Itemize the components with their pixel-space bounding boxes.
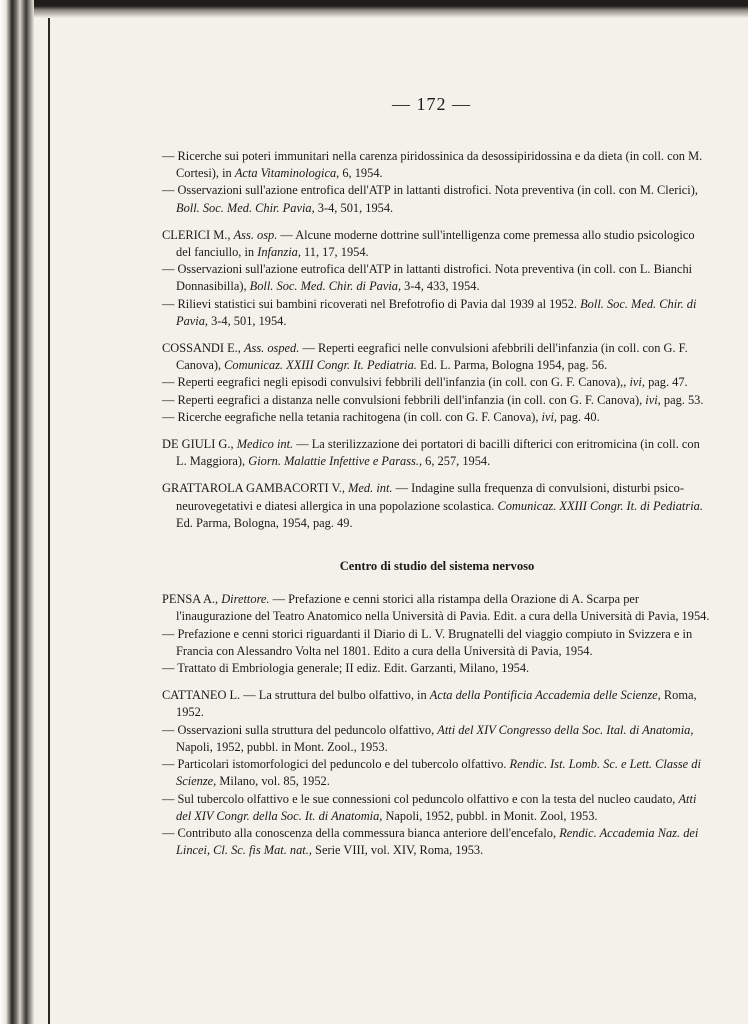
- citation-source: Boll. Soc. Med. Chir. di Pavia,: [249, 279, 402, 294]
- citation-details: 6, 257, 1954.: [422, 454, 491, 469]
- citation-role: Direttore.: [221, 592, 270, 607]
- citation-text: — Osservazioni sull'azione eutrofica dell'ATP in lattanti distrofici. Nota preventiva (in coll. con L. Bianchi Donnasibilla),: [162, 262, 693, 294]
- section-heading: Centro di studio del sistema nervoso: [339, 559, 535, 574]
- citation-text: — Osservazioni sull'azione entrofica dell'ATP in lattanti distrofici. Nota preventiva (in coll. con M. Clerici),: [162, 183, 698, 198]
- citation-source: Atti del XIV Congr. della Soc. It. di Anatomia,: [176, 791, 697, 823]
- citation-details: Serie VIII, vol. XIV, Roma, 1953.: [311, 843, 484, 858]
- citation-role: Medico int.: [236, 437, 294, 452]
- citation-entry: [162, 296, 712, 330]
- citation-source: Rendic. Ist. Lomb. Sc. e Lett. Classe di Scienze,: [176, 757, 701, 789]
- citation-details: Milano, vol. 85, 1952.: [216, 774, 330, 789]
- citation-details: 3-4, 433, 1954.: [401, 279, 480, 294]
- citation-text: — Prefazione e cenni storici alla ristampa della Orazione di A. Scarpa per l'inaugurazione del Teatro Anatomico nella Università di Pavia. Edit. a cura della Università di Pavia, 1954.: [176, 592, 710, 624]
- citation-author: CATTANEO L.: [162, 688, 241, 703]
- bibliography-groups-top: [162, 148, 712, 532]
- citation-role: Ass. osp.: [233, 227, 278, 242]
- citation-text: — Indagine sulla frequenza di convulsioni, disturbi psico-neurovegetativi e diatesi allergica in una popolazione scolastica.: [176, 481, 684, 513]
- citation-source: Comunicaz. XXIII Congr. It. Pediatria.: [224, 358, 417, 373]
- citation-group: [162, 227, 712, 330]
- citation-group: [162, 687, 712, 859]
- citation-text: — La struttura del bulbo olfattivo, in: [240, 688, 430, 703]
- citation-text: — Particolari istomorfologici del peduncolo e del tubercolo olfattivo.: [162, 757, 510, 772]
- citation-details: Roma, 1952.: [176, 688, 697, 720]
- citation-details: 6, 1954.: [339, 166, 383, 181]
- citation-entry: [162, 409, 712, 426]
- top-edge-shadow: [34, 0, 748, 18]
- page-edge-line: [48, 0, 50, 1024]
- citation-details: 11, 17, 1954.: [300, 245, 369, 260]
- citation-details: Ed. Parma, Bologna, 1954, pag. 49.: [176, 515, 353, 530]
- citation-author: GRATTAROLA GAMBACORTI V.,: [162, 481, 345, 496]
- citation-source: Acta della Pontificia Accademia delle Scienze,: [429, 688, 661, 703]
- citation-source: Giorn. Malattie Infettive e Parass.,: [248, 454, 423, 469]
- bibliography-content: [162, 148, 712, 869]
- citation-group: [162, 436, 712, 470]
- citation-entry: [162, 591, 712, 625]
- citation-details: Napoli, 1952, pubbl. in Monit. Zool, 1953.: [382, 808, 598, 823]
- citation-text: — Rilievi statistici sui bambini ricoverati nel Brefotrofio di Pavia dal 1939 al 1952.: [162, 296, 581, 311]
- citation-text: — Alcune moderne dottrine sull'intelligenza come premessa allo studio psicologico del fanciullo, in: [176, 227, 695, 260]
- citation-source: Boll. Soc. Med. Chir. Pavia,: [176, 200, 315, 215]
- citation-entry: [162, 687, 712, 721]
- citation-entry: [162, 660, 712, 677]
- citation-entry: [162, 626, 712, 660]
- citation-details: pag. 40.: [557, 409, 600, 424]
- citation-author: DE GIULI G.,: [162, 437, 234, 452]
- citation-entry: [162, 261, 712, 295]
- citation-entry: [162, 182, 712, 216]
- citation-details: Napoli, 1952, pubbl. in Mont. Zool., 1953.: [176, 739, 388, 754]
- citation-details: pag. 47.: [644, 375, 688, 390]
- citation-entry: [162, 340, 712, 374]
- book-spine-shadow: [0, 0, 34, 1024]
- citation-entry: [162, 148, 712, 182]
- citation-group: [162, 480, 712, 532]
- citation-author: COSSANDI E.,: [162, 341, 241, 356]
- citation-group: [162, 591, 712, 677]
- citation-text: — Contributo alla conoscenza della commessura bianca anteriore dell'encefalo,: [162, 825, 560, 840]
- citation-entry: [162, 825, 712, 859]
- citation-entry: [162, 227, 712, 261]
- citation-entry: [162, 436, 712, 470]
- citation-author: CLERICI M.,: [162, 227, 231, 242]
- citation-source: ivi,: [541, 409, 557, 424]
- citation-text: — La sterilizzazione dei portatori di bacilli difterici con eritromicina (in coll. con L. Maggiora),: [176, 437, 700, 469]
- citation-text: — Reperti eegrafici nelle convulsioni afebbrili dell'infanzia (in coll. con G. F. Canova),: [176, 341, 688, 373]
- citation-text: — Prefazione e cenni storici riguardanti il Diario di L. V. Brugnatelli del viaggio compiuto in Svizzera e in Francia con Alessandro Volta nel 1801. Edito a cura della Università di Pavia, 1954.: [162, 626, 693, 658]
- citation-entry: [162, 480, 712, 532]
- citation-details: Ed. L. Parma, Bologna 1954, pag. 56.: [416, 358, 608, 373]
- citation-entry: [162, 392, 712, 409]
- citation-entry: [162, 756, 712, 790]
- bibliography-groups-bottom: [162, 591, 712, 859]
- citation-source: ivi,: [629, 375, 645, 390]
- citation-details: 3-4, 501, 1954.: [208, 313, 287, 328]
- citation-text: — Reperti eegrafici negli episodi convulsivi febbrili dell'infanzia (in coll. con G. F. Canova),,: [162, 375, 630, 390]
- citation-author: PENSA A.,: [162, 592, 219, 607]
- citation-details: 3-4, 501, 1954.: [314, 200, 394, 215]
- citation-text: — Ricerche eegrafiche nella tetania rachitogena (in coll. con G. F. Canova),: [162, 409, 542, 424]
- citation-source: Acta Vitaminologica,: [234, 166, 340, 181]
- citation-entry: [162, 722, 712, 756]
- citation-source: ivi,: [645, 392, 661, 407]
- citation-text: — Sul tubercolo olfattivo e le sue connessioni col peduncolo olfattivo e con la testa del nucleo caudato,: [162, 791, 679, 806]
- citation-entry: [162, 374, 712, 391]
- citation-text: — Trattato di Embriologia generale; II ediz. Edit. Garzanti, Milano, 1954.: [162, 661, 530, 676]
- citation-source: Boll. Soc. Med. Chir. di Pavia,: [176, 296, 697, 328]
- citation-source: Atti del XIV Congresso della Soc. Ital. di Anatomia,: [437, 722, 694, 737]
- citation-group: [162, 148, 712, 217]
- page-number: — 172 —: [392, 94, 471, 114]
- citation-entry: [162, 791, 712, 825]
- citation-source: Comunicaz. XXIII Congr. It. di Pediatria.: [497, 498, 703, 513]
- citation-role: Ass. osped.: [243, 341, 300, 356]
- citation-text: — Ricerche sui poteri immunitari nella carenza piridossinica da desossipiridossina e da dieta (in coll. con M. Cortesi), in: [162, 149, 703, 181]
- citation-source: Rendic. Accademia Naz. dei Lincei, Cl. Sc. fis Mat. nat.,: [176, 825, 699, 858]
- citation-details: pag. 53.: [660, 392, 704, 407]
- citation-role: Med. int.: [348, 481, 393, 496]
- citation-text: — Reperti eegrafici a distanza nelle convulsioni febbrili dell'infanzia (in coll. con G. F. Canova),: [162, 392, 646, 407]
- citation-source: Infanzia,: [257, 245, 301, 260]
- citation-text: — Osservazioni sulla struttura del peduncolo olfattivo,: [162, 722, 438, 737]
- citation-group: [162, 340, 712, 426]
